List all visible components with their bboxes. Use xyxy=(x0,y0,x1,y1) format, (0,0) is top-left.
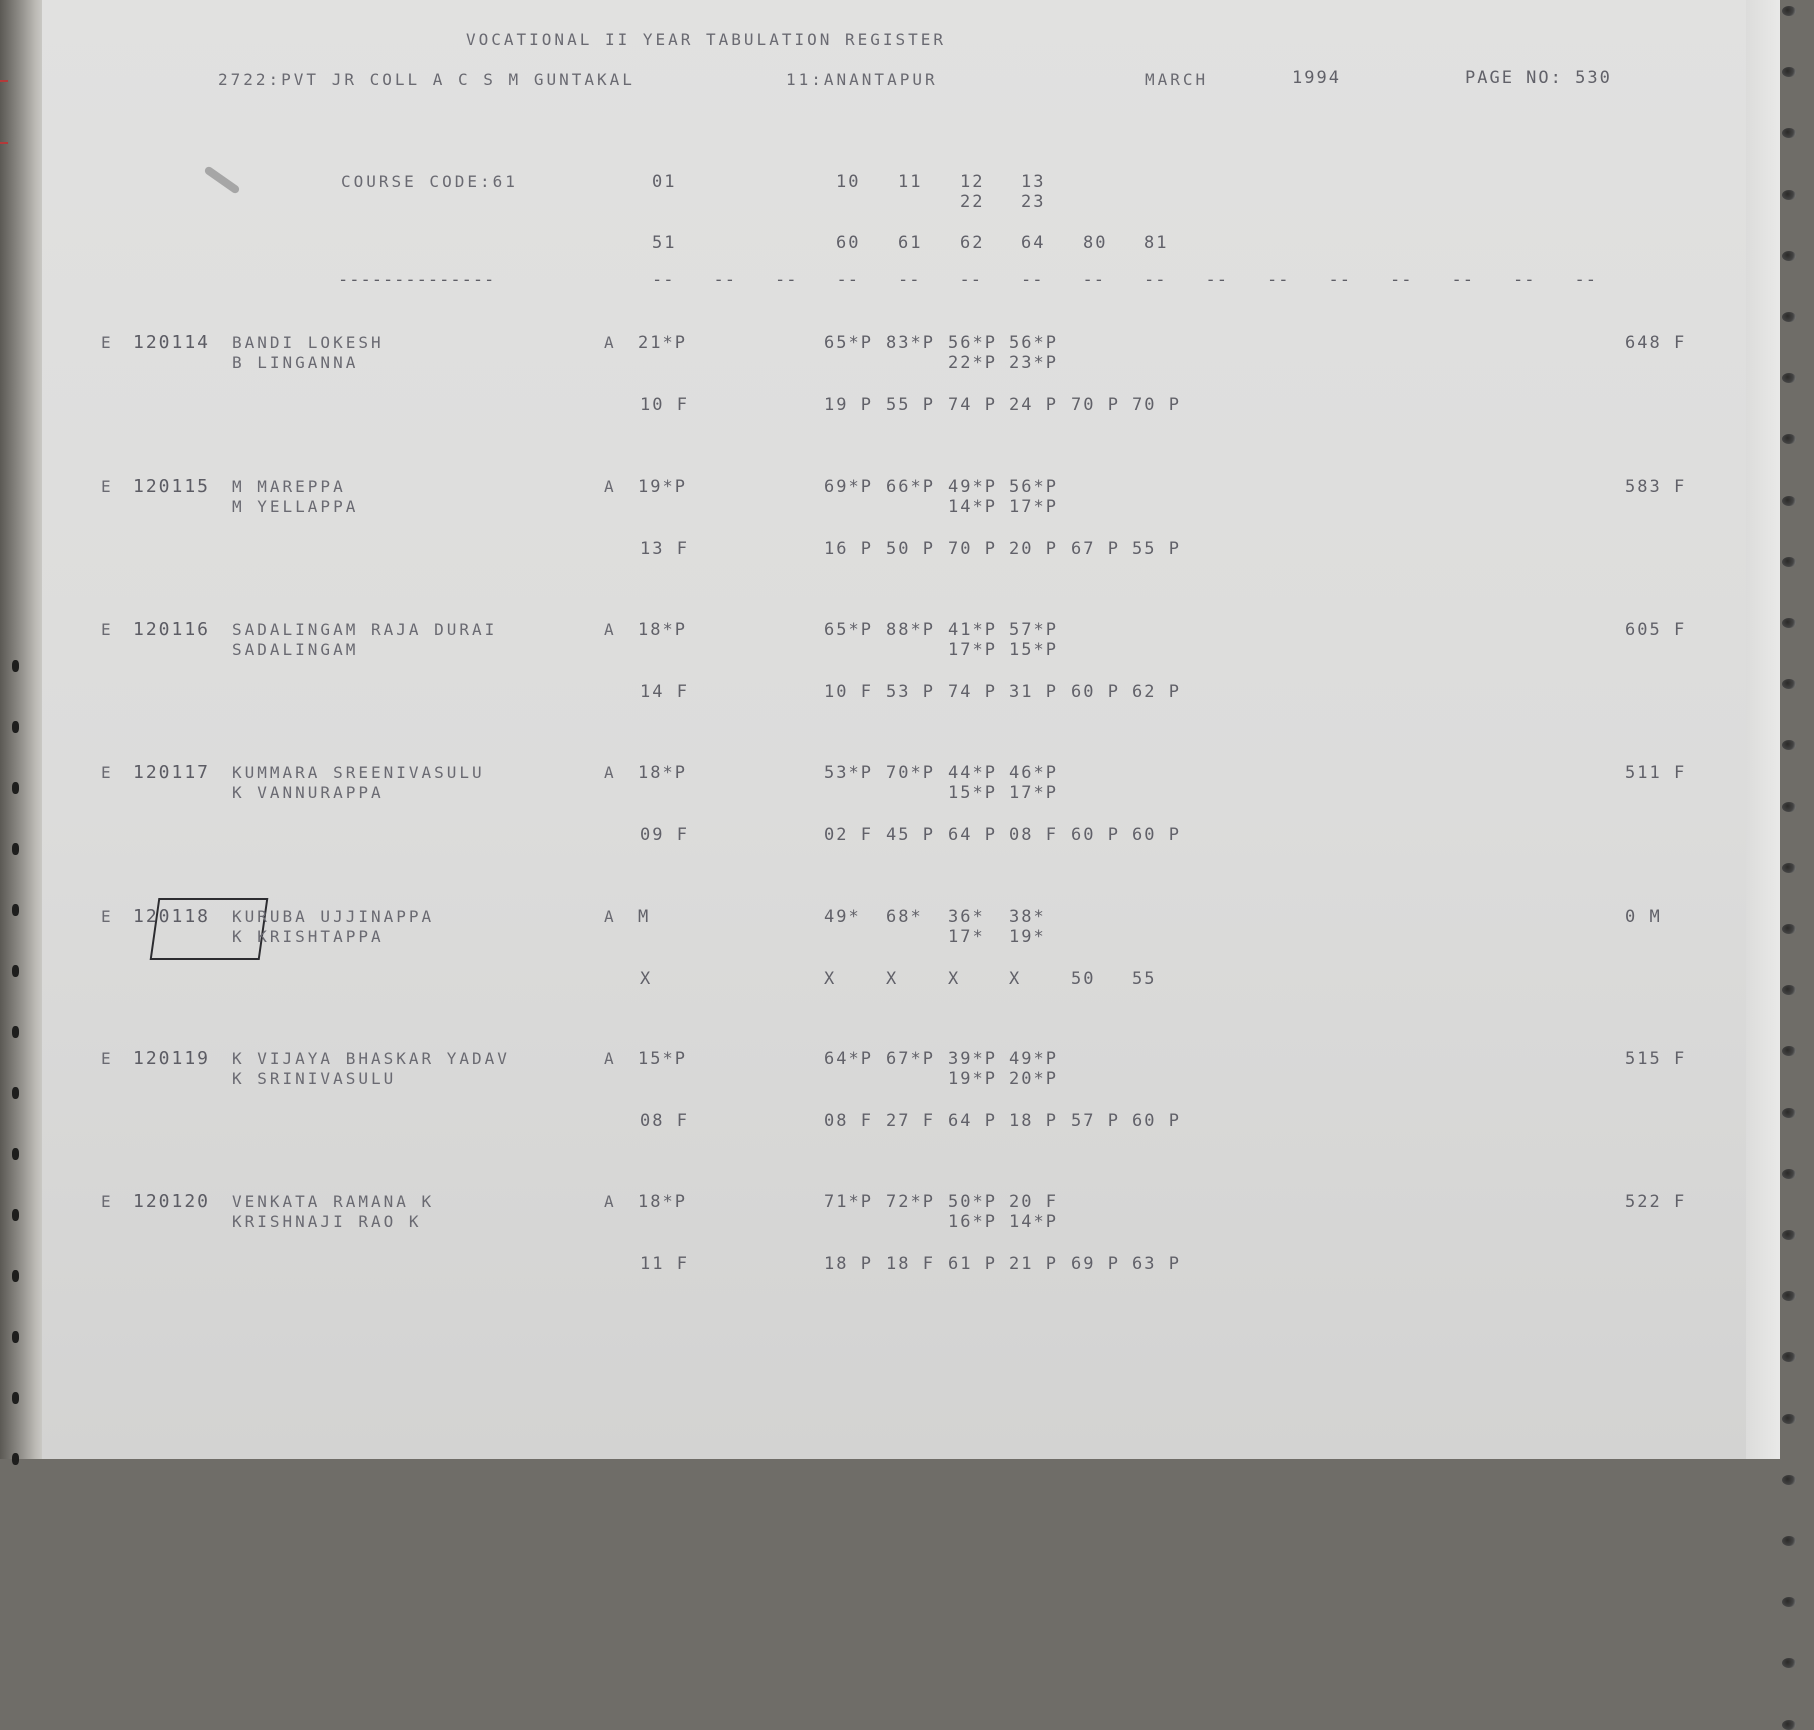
sprocket-hole xyxy=(1782,740,1796,750)
record-c10: 71*P xyxy=(824,1192,873,1212)
record-c62: 61 P xyxy=(948,1254,997,1274)
record-total: 648 F xyxy=(1625,333,1687,353)
record-c60: 19 P xyxy=(824,395,873,415)
record-c12: 49*P xyxy=(948,477,997,497)
record-a: A xyxy=(604,1049,617,1068)
record-c01: 21*P xyxy=(638,333,687,353)
binding-dot xyxy=(12,904,19,916)
record-e: E xyxy=(101,620,114,639)
subject-code: 80 xyxy=(1083,233,1108,253)
record-c22: 17* xyxy=(948,927,985,947)
record-total: 583 F xyxy=(1625,477,1687,497)
column-dash: -- xyxy=(1205,270,1228,290)
course-underline: -------------- xyxy=(338,270,496,290)
record-c81: 62 P xyxy=(1132,682,1181,702)
binding-dot xyxy=(12,782,19,794)
record-c22: 22*P xyxy=(948,353,997,373)
record-roll: 120116 xyxy=(133,619,211,640)
exam-month: MARCH xyxy=(1145,70,1209,89)
record-e: E xyxy=(101,477,114,496)
sprocket-hole xyxy=(1782,1720,1796,1730)
record-name: BANDI LOKESH xyxy=(232,333,384,352)
record-c62: X xyxy=(948,969,961,989)
binding-dot xyxy=(12,1453,19,1465)
record-roll: 120120 xyxy=(133,1191,211,1212)
record-c13: 56*P xyxy=(1009,477,1058,497)
record-c10: 49* xyxy=(824,907,861,927)
record-c23: 15*P xyxy=(1009,640,1058,660)
subject-code: 60 xyxy=(836,233,861,253)
record-c23: 14*P xyxy=(1009,1212,1058,1232)
record-name: KUMMARA SREENIVASULU xyxy=(232,763,485,782)
subject-code: 61 xyxy=(898,233,923,253)
record-c10: 69*P xyxy=(824,477,873,497)
record-father: KRISHNAJI RAO K xyxy=(232,1212,422,1231)
record-c64: 08 F xyxy=(1009,825,1058,845)
sprocket-hole xyxy=(1782,1108,1796,1118)
record-c12: 56*P xyxy=(948,333,997,353)
record-father: SADALINGAM xyxy=(232,640,359,659)
record-c11: 68* xyxy=(886,907,923,927)
record-c64: X xyxy=(1009,969,1022,989)
subject-code: 22 xyxy=(960,192,985,212)
subject-code: 64 xyxy=(1021,233,1046,253)
record-c13: 20 F xyxy=(1009,1192,1058,1212)
page-number: PAGE NO: 530 xyxy=(1465,68,1612,88)
record-father: B LINGANNA xyxy=(232,353,359,372)
record-c61: 50 P xyxy=(886,539,935,559)
sprocket-hole xyxy=(1782,924,1796,934)
record-c12: 39*P xyxy=(948,1049,997,1069)
record-a: A xyxy=(604,333,617,352)
column-dash: -- xyxy=(1082,270,1105,290)
binding-dot xyxy=(12,843,19,855)
column-dash: -- xyxy=(1328,270,1351,290)
subject-code: 10 xyxy=(836,172,861,192)
pencil-smudge xyxy=(203,165,240,194)
column-dash: -- xyxy=(775,270,798,290)
record-name: SADALINGAM RAJA DURAI xyxy=(232,620,498,639)
record-c61: 45 P xyxy=(886,825,935,845)
record-father: K SRINIVASULU xyxy=(232,1069,397,1088)
sprocket-hole xyxy=(1782,373,1796,383)
column-dash: -- xyxy=(1451,270,1474,290)
column-dash: -- xyxy=(1513,270,1536,290)
sprocket-hole xyxy=(1782,679,1796,689)
record-father: K VANNURAPPA xyxy=(232,783,384,802)
record-c13: 49*P xyxy=(1009,1049,1058,1069)
record-c61: 27 F xyxy=(886,1111,935,1131)
record-name: VENKATA RAMANA K xyxy=(232,1192,435,1211)
record-e: E xyxy=(101,333,114,352)
record-c11: 88*P xyxy=(886,620,935,640)
record-name: K VIJAYA BHASKAR YADAV xyxy=(232,1049,510,1068)
record-c01: 15*P xyxy=(638,1049,687,1069)
record-c64: 21 P xyxy=(1009,1254,1058,1274)
record-c22: 17*P xyxy=(948,640,997,660)
sprocket-hole xyxy=(1782,557,1796,567)
sprocket-hole xyxy=(1782,190,1796,200)
record-c61: X xyxy=(886,969,899,989)
sprocket-hole xyxy=(1782,1352,1796,1362)
column-dash: -- xyxy=(652,270,675,290)
record-roll: 120114 xyxy=(133,332,211,353)
sprocket-hole xyxy=(1782,128,1796,138)
record-c80: 57 P xyxy=(1071,1111,1120,1131)
subject-code: 62 xyxy=(960,233,985,253)
record-c01: 18*P xyxy=(638,1192,687,1212)
record-c60: 10 F xyxy=(824,682,873,702)
subject-code: 11 xyxy=(898,172,923,192)
record-c51: 14 F xyxy=(640,682,689,702)
binding-dot xyxy=(12,721,19,733)
record-c51: 13 F xyxy=(640,539,689,559)
record-c23: 17*P xyxy=(1009,497,1058,517)
record-e: E xyxy=(101,763,114,782)
course-code-label: COURSE CODE:61 xyxy=(341,172,518,191)
record-e: E xyxy=(101,1049,114,1068)
exam-year: 1994 xyxy=(1292,68,1341,88)
record-c62: 64 P xyxy=(948,1111,997,1131)
subject-code: 81 xyxy=(1144,233,1169,253)
record-father: M YELLAPPA xyxy=(232,497,359,516)
record-total: 0 M xyxy=(1625,907,1662,927)
record-c81: 55 P xyxy=(1132,539,1181,559)
college-name: 2722:PVT JR COLL A C S M GUNTAKAL xyxy=(218,70,635,89)
binding-dot xyxy=(12,660,19,672)
column-dash: -- xyxy=(1574,270,1597,290)
record-c62: 70 P xyxy=(948,539,997,559)
record-e: E xyxy=(101,907,114,926)
record-c11: 70*P xyxy=(886,763,935,783)
record-c23: 20*P xyxy=(1009,1069,1058,1089)
record-c11: 83*P xyxy=(886,333,935,353)
column-dash: -- xyxy=(1144,270,1167,290)
record-c10: 65*P xyxy=(824,620,873,640)
binding-edge xyxy=(0,0,48,1459)
record-c80: 50 xyxy=(1071,969,1096,989)
record-c11: 66*P xyxy=(886,477,935,497)
record-c60: X xyxy=(824,969,837,989)
binding-dot xyxy=(12,1026,19,1038)
record-roll: 120118 xyxy=(133,906,211,927)
record-a: A xyxy=(604,1192,617,1211)
sprocket-hole xyxy=(1782,1414,1796,1424)
record-c01: M xyxy=(638,907,651,927)
column-dash: -- xyxy=(1021,270,1044,290)
record-c13: 38* xyxy=(1009,907,1046,927)
record-total: 511 F xyxy=(1625,763,1687,783)
sprocket-hole xyxy=(1782,434,1796,444)
binding-dot xyxy=(12,1087,19,1099)
record-c62: 64 P xyxy=(948,825,997,845)
column-dash: -- xyxy=(713,270,736,290)
perforated-strip xyxy=(1746,0,1780,1459)
record-c60: 08 F xyxy=(824,1111,873,1131)
sprocket-hole xyxy=(1782,496,1796,506)
sprocket-hole xyxy=(1782,1169,1796,1179)
record-c51: 08 F xyxy=(640,1111,689,1131)
sprocket-hole xyxy=(1782,67,1796,77)
subject-code: 23 xyxy=(1021,192,1046,212)
record-c81: 70 P xyxy=(1132,395,1181,415)
record-c81: 60 P xyxy=(1132,1111,1181,1131)
record-c51: 10 F xyxy=(640,395,689,415)
record-c51: 09 F xyxy=(640,825,689,845)
column-dash: -- xyxy=(898,270,921,290)
sprocket-hole xyxy=(1782,251,1796,261)
district-name: 11:ANANTAPUR xyxy=(786,70,938,89)
record-total: 605 F xyxy=(1625,620,1687,640)
record-c13: 46*P xyxy=(1009,763,1058,783)
record-c61: 53 P xyxy=(886,682,935,702)
binding-dot xyxy=(12,965,19,977)
record-c64: 31 P xyxy=(1009,682,1058,702)
subject-code: 12 xyxy=(960,172,985,192)
record-c81: 60 P xyxy=(1132,825,1181,845)
column-dash: -- xyxy=(1267,270,1290,290)
record-name: KURUBA UJJINAPPA xyxy=(232,907,435,926)
record-c12: 41*P xyxy=(948,620,997,640)
record-total: 522 F xyxy=(1625,1192,1687,1212)
subject-code: 13 xyxy=(1021,172,1046,192)
sprocket-hole xyxy=(1782,1291,1796,1301)
record-c23: 19* xyxy=(1009,927,1046,947)
record-c60: 16 P xyxy=(824,539,873,559)
record-c12: 50*P xyxy=(948,1192,997,1212)
record-c64: 24 P xyxy=(1009,395,1058,415)
record-c81: 63 P xyxy=(1132,1254,1181,1274)
record-c60: 02 F xyxy=(824,825,873,845)
record-c22: 19*P xyxy=(948,1069,997,1089)
record-roll: 120119 xyxy=(133,1048,211,1069)
register-sheet xyxy=(42,0,1780,1459)
record-c12: 44*P xyxy=(948,763,997,783)
subject-code: 01 xyxy=(652,172,677,192)
record-c01: 19*P xyxy=(638,477,687,497)
record-c10: 65*P xyxy=(824,333,873,353)
record-c22: 15*P xyxy=(948,783,997,803)
margin-red-rule xyxy=(0,80,8,144)
record-c10: 64*P xyxy=(824,1049,873,1069)
record-c10: 53*P xyxy=(824,763,873,783)
sprocket-hole xyxy=(1782,1536,1796,1546)
record-roll: 120117 xyxy=(133,762,211,783)
subject-code: 51 xyxy=(652,233,677,253)
record-a: A xyxy=(604,763,617,782)
record-a: A xyxy=(604,477,617,496)
record-c01: 18*P xyxy=(638,763,687,783)
binding-dot xyxy=(12,1148,19,1160)
record-c62: 74 P xyxy=(948,682,997,702)
column-dash: -- xyxy=(1390,270,1413,290)
sprocket-hole xyxy=(1782,802,1796,812)
record-c64: 20 P xyxy=(1009,539,1058,559)
record-roll: 120115 xyxy=(133,476,211,497)
sprocket-hole xyxy=(1782,1658,1796,1668)
record-c51: 11 F xyxy=(640,1254,689,1274)
binding-dot xyxy=(12,1331,19,1343)
record-c13: 56*P xyxy=(1009,333,1058,353)
record-c81: 55 xyxy=(1132,969,1157,989)
record-c23: 17*P xyxy=(1009,783,1058,803)
sprocket-hole xyxy=(1782,863,1796,873)
record-c80: 69 P xyxy=(1071,1254,1120,1274)
record-total: 515 F xyxy=(1625,1049,1687,1069)
column-dash: -- xyxy=(836,270,859,290)
record-a: A xyxy=(604,620,617,639)
sprocket-hole xyxy=(1782,1046,1796,1056)
document-title: VOCATIONAL II YEAR TABULATION REGISTER xyxy=(466,30,947,49)
record-c62: 74 P xyxy=(948,395,997,415)
record-c80: 60 P xyxy=(1071,682,1120,702)
record-c22: 16*P xyxy=(948,1212,997,1232)
record-c60: 18 P xyxy=(824,1254,873,1274)
column-dash: -- xyxy=(959,270,982,290)
sprocket-hole xyxy=(1782,618,1796,628)
sprocket-hole xyxy=(1782,6,1796,16)
sprocket-hole xyxy=(1782,1475,1796,1485)
record-c80: 60 P xyxy=(1071,825,1120,845)
binding-dot xyxy=(12,1392,19,1404)
binding-dot xyxy=(12,1209,19,1221)
record-c23: 23*P xyxy=(1009,353,1058,373)
record-name: M MAREPPA xyxy=(232,477,346,496)
record-c64: 18 P xyxy=(1009,1111,1058,1131)
record-c13: 57*P xyxy=(1009,620,1058,640)
record-c51: X xyxy=(640,969,653,989)
record-c22: 14*P xyxy=(948,497,997,517)
sprocket-hole xyxy=(1782,985,1796,995)
binding-dot xyxy=(12,1270,19,1282)
record-father: K KRISHTAPPA xyxy=(232,927,384,946)
record-c01: 18*P xyxy=(638,620,687,640)
record-c11: 67*P xyxy=(886,1049,935,1069)
sprocket-hole xyxy=(1782,1230,1796,1240)
record-e: E xyxy=(101,1192,114,1211)
record-c11: 72*P xyxy=(886,1192,935,1212)
sprocket-hole xyxy=(1782,1597,1796,1607)
record-c12: 36* xyxy=(948,907,985,927)
record-c61: 18 F xyxy=(886,1254,935,1274)
record-c80: 67 P xyxy=(1071,539,1120,559)
record-c80: 70 P xyxy=(1071,395,1120,415)
sprocket-hole xyxy=(1782,312,1796,322)
record-a: A xyxy=(604,907,617,926)
record-c61: 55 P xyxy=(886,395,935,415)
